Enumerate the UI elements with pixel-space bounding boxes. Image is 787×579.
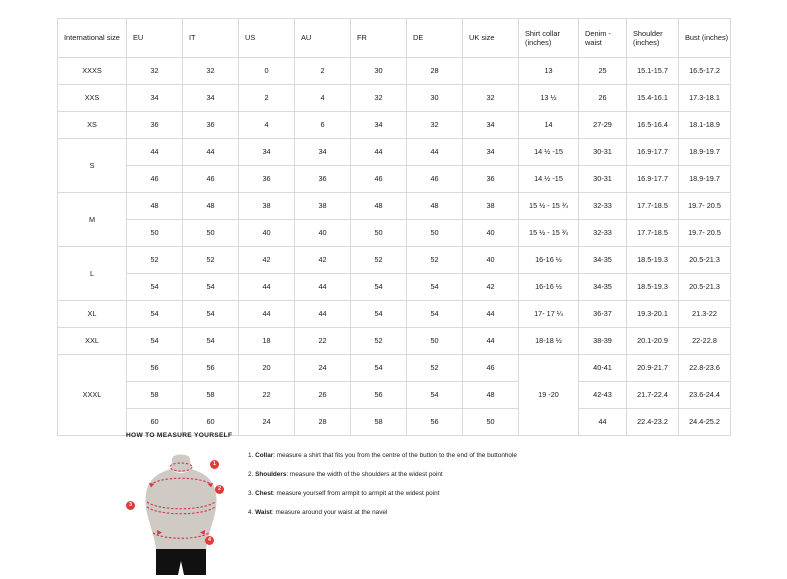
cell-6: 42 — [463, 274, 519, 301]
cell-international-size: XXXS — [58, 58, 127, 85]
size-chart-table — [57, 18, 731, 436]
cell-1: 34 — [183, 85, 239, 112]
cell-7: 18-18 ½ — [519, 328, 579, 355]
table-row — [58, 220, 731, 247]
cell-0: 54 — [127, 274, 183, 301]
instruction-text: : measure the width of the shoulders at the widest point — [286, 470, 443, 478]
cell-2: 42 — [239, 247, 295, 274]
cell-8: 26 — [579, 85, 627, 112]
size-chart-table-container — [57, 18, 730, 436]
cell-1: 60 — [183, 409, 239, 436]
cell-4: 44 — [351, 139, 407, 166]
cell-6: 40 — [463, 247, 519, 274]
table-row — [58, 85, 731, 112]
cell-3: 40 — [295, 220, 351, 247]
column-header-it: IT — [183, 19, 239, 58]
cell-0: 36 — [127, 112, 183, 139]
cell-international-size: XXXL — [58, 355, 127, 436]
cell-1: 52 — [183, 247, 239, 274]
cell-10: 23.6-24.4 — [679, 382, 731, 409]
table-row — [58, 328, 731, 355]
cell-0: 54 — [127, 328, 183, 355]
cell-2: 24 — [239, 409, 295, 436]
cell-4: 32 — [351, 85, 407, 112]
column-header-bust: Bust (inches) — [679, 19, 731, 58]
cell-international-size: XXS — [58, 85, 127, 112]
cell-0: 44 — [127, 139, 183, 166]
instruction-term: Waist — [255, 508, 272, 516]
cell-8: 38-39 — [579, 328, 627, 355]
instruction-number: 1. — [248, 452, 254, 459]
cell-7: 15 ½ - 15 ¾ — [519, 193, 579, 220]
cell-1: 54 — [183, 274, 239, 301]
cell-4: 56 — [351, 382, 407, 409]
column-header-shoulder: Shoulder (inches) — [627, 19, 679, 58]
measure-instruction-1 — [248, 453, 517, 459]
instruction-number: 2. — [248, 470, 254, 478]
cell-5: 54 — [407, 274, 463, 301]
cell-0: 56 — [127, 355, 183, 382]
cell-9: 16.9-17.7 — [627, 166, 679, 193]
table-row — [58, 166, 731, 193]
cell-3: 42 — [295, 247, 351, 274]
table-body — [58, 58, 731, 436]
how-to-measure-section — [126, 432, 746, 569]
cell-5: 32 — [407, 112, 463, 139]
cell-6: 44 — [463, 301, 519, 328]
cell-6: 50 — [463, 409, 519, 436]
cell-9: 18.5-19.3 — [627, 247, 679, 274]
cell-5: 56 — [407, 409, 463, 436]
cell-3: 44 — [295, 301, 351, 328]
callout-1-collar: 1 — [210, 460, 219, 469]
cell-9: 19.3-20.1 — [627, 301, 679, 328]
cell-10: 17.3-18.1 — [679, 85, 731, 112]
cell-1: 58 — [183, 382, 239, 409]
cell-9: 18.5-19.3 — [627, 274, 679, 301]
cell-8: 27-29 — [579, 112, 627, 139]
cell-4: 54 — [351, 274, 407, 301]
cell-9: 16.5-16.4 — [627, 112, 679, 139]
cell-6: 44 — [463, 328, 519, 355]
cell-2: 18 — [239, 328, 295, 355]
mannequin-illustration-icon — [126, 445, 236, 579]
cell-3: 22 — [295, 328, 351, 355]
cell-0: 58 — [127, 382, 183, 409]
cell-1: 32 — [183, 58, 239, 85]
cell-2: 44 — [239, 274, 295, 301]
cell-10: 21.3-22 — [679, 301, 731, 328]
cell-6: 48 — [463, 382, 519, 409]
cell-10: 24.4-25.2 — [679, 409, 731, 436]
cell-9: 20.9-21.7 — [627, 355, 679, 382]
cell-8: 32-33 — [579, 220, 627, 247]
instruction-text: : measure a shirt that fits you from the centre of the button to the end of the buttonhole — [273, 452, 517, 459]
cell-2: 22 — [239, 382, 295, 409]
cell-2: 36 — [239, 166, 295, 193]
table-row — [58, 193, 731, 220]
cell-0: 34 — [127, 85, 183, 112]
instruction-term: Chest — [255, 489, 273, 497]
cell-7: 14 — [519, 112, 579, 139]
table-row — [58, 247, 731, 274]
measure-instruction-2 — [248, 472, 517, 478]
cell-3: 6 — [295, 112, 351, 139]
table-row — [58, 274, 731, 301]
table-row — [58, 58, 731, 85]
column-header-fr: FR — [351, 19, 407, 58]
column-header-eu: EU — [127, 19, 183, 58]
cell-1: 56 — [183, 355, 239, 382]
table-row — [58, 139, 731, 166]
cell-10: 20.5-21.3 — [679, 247, 731, 274]
cell-4: 34 — [351, 112, 407, 139]
cell-4: 58 — [351, 409, 407, 436]
cell-4: 52 — [351, 328, 407, 355]
column-header-us: US — [239, 19, 295, 58]
cell-1: 36 — [183, 112, 239, 139]
cell-7: 16-16 ½ — [519, 274, 579, 301]
cell-0: 60 — [127, 409, 183, 436]
callout-2-shoulders: 2 — [215, 485, 224, 494]
cell-10: 19.7- 20.5 — [679, 193, 731, 220]
cell-8: 25 — [579, 58, 627, 85]
cell-8: 36-37 — [579, 301, 627, 328]
cell-10: 18.9-19.7 — [679, 139, 731, 166]
cell-1: 46 — [183, 166, 239, 193]
cell-9: 15.1-15.7 — [627, 58, 679, 85]
cell-5: 50 — [407, 328, 463, 355]
cell-0: 48 — [127, 193, 183, 220]
cell-8: 42-43 — [579, 382, 627, 409]
cell-2: 2 — [239, 85, 295, 112]
cell-3: 4 — [295, 85, 351, 112]
cell-9: 20.1-20.9 — [627, 328, 679, 355]
cell-7: 13 ½ — [519, 85, 579, 112]
table-row — [58, 382, 731, 409]
cell-0: 50 — [127, 220, 183, 247]
cell-5: 52 — [407, 247, 463, 274]
measure-instructions-list — [248, 445, 517, 529]
column-header-au: AU — [295, 19, 351, 58]
cell-9: 17.7-18.5 — [627, 220, 679, 247]
instruction-text: : measure around your waist at the navel — [271, 508, 388, 516]
cell-5: 46 — [407, 166, 463, 193]
cell-1: 54 — [183, 301, 239, 328]
callout-3-chest: 3 — [126, 501, 135, 510]
cell-2: 4 — [239, 112, 295, 139]
cell-4: 50 — [351, 220, 407, 247]
how-to-measure-title: HOW TO MEASURE YOURSELF — [126, 432, 233, 439]
measure-instruction-3 — [248, 491, 517, 497]
column-header-international-size: International size — [58, 19, 127, 58]
cell-3: 44 — [295, 274, 351, 301]
cell-international-size: L — [58, 247, 127, 301]
cell-5: 44 — [407, 139, 463, 166]
cell-5: 52 — [407, 355, 463, 382]
measure-instruction-4 — [248, 510, 517, 516]
cell-10: 16.5-17.2 — [679, 58, 731, 85]
cell-7: 15 ½ - 15 ¾ — [519, 220, 579, 247]
cell-4: 54 — [351, 355, 407, 382]
cell-international-size: XL — [58, 301, 127, 328]
cell-6: 34 — [463, 112, 519, 139]
instruction-text: : measure yourself from armpit to armpit at the widest point — [272, 489, 440, 497]
cell-7: 14 ½ -15 — [519, 166, 579, 193]
cell-10: 18.9-19.7 — [679, 166, 731, 193]
cell-9: 16.9-17.7 — [627, 139, 679, 166]
cell-0: 54 — [127, 301, 183, 328]
cell-5: 50 — [407, 220, 463, 247]
cell-3: 24 — [295, 355, 351, 382]
cell-4: 52 — [351, 247, 407, 274]
cell-10: 22.8-23.6 — [679, 355, 731, 382]
cell-7: 13 — [519, 58, 579, 85]
mannequin-figure — [126, 445, 236, 569]
cell-8: 40-41 — [579, 355, 627, 382]
cell-3: 26 — [295, 382, 351, 409]
cell-7: 17- 17 ¼ — [519, 301, 579, 328]
callout-4-waist: 4 — [205, 536, 214, 545]
cell-8: 30-31 — [579, 166, 627, 193]
cell-10: 20.5-21.3 — [679, 274, 731, 301]
cell-8: 30-31 — [579, 139, 627, 166]
cell-6: 46 — [463, 355, 519, 382]
cell-4: 30 — [351, 58, 407, 85]
instruction-term: Shoulders — [255, 470, 287, 478]
cell-5: 48 — [407, 193, 463, 220]
cell-0: 46 — [127, 166, 183, 193]
cell-3: 36 — [295, 166, 351, 193]
cell-international-size: M — [58, 193, 127, 247]
cell-1: 50 — [183, 220, 239, 247]
cell-6: 36 — [463, 166, 519, 193]
table-row — [58, 355, 731, 382]
cell-8: 34-35 — [579, 274, 627, 301]
cell-2: 40 — [239, 220, 295, 247]
cell-3: 34 — [295, 139, 351, 166]
cell-4: 46 — [351, 166, 407, 193]
cell-10: 18.1-18.9 — [679, 112, 731, 139]
cell-9: 17.7-18.5 — [627, 193, 679, 220]
column-header-uk-size: UK size — [463, 19, 519, 58]
cell-5: 28 — [407, 58, 463, 85]
cell-10: 22-22.8 — [679, 328, 731, 355]
cell-9: 21.7-22.4 — [627, 382, 679, 409]
cell-2: 38 — [239, 193, 295, 220]
cell-2: 44 — [239, 301, 295, 328]
cell-6: 38 — [463, 193, 519, 220]
cell-8: 44 — [579, 409, 627, 436]
cell-0: 32 — [127, 58, 183, 85]
cell-9: 22.4-23.2 — [627, 409, 679, 436]
table-row — [58, 301, 731, 328]
column-header-de: DE — [407, 19, 463, 58]
how-to-measure-body — [126, 445, 746, 569]
cell-7: 14 ½ -15 — [519, 139, 579, 166]
column-header-denim-waist: Denim - waist — [579, 19, 627, 58]
cell-international-size: S — [58, 139, 127, 193]
cell-8: 34-35 — [579, 247, 627, 274]
cell-4: 54 — [351, 301, 407, 328]
instruction-number: 4. — [248, 508, 254, 516]
cell-3: 38 — [295, 193, 351, 220]
table-header-row — [58, 19, 731, 58]
cell-7: 16-16 ½ — [519, 247, 579, 274]
cell-6: 32 — [463, 85, 519, 112]
cell-3: 2 — [295, 58, 351, 85]
cell-shirt-collar: 19 -20 — [519, 355, 579, 436]
cell-10: 19.7- 20.5 — [679, 220, 731, 247]
instruction-term: Collar — [255, 452, 274, 459]
cell-5: 54 — [407, 382, 463, 409]
cell-4: 48 — [351, 193, 407, 220]
instruction-number: 3. — [248, 489, 254, 497]
cell-2: 0 — [239, 58, 295, 85]
cell-1: 44 — [183, 139, 239, 166]
cell-9: 15.4-16.1 — [627, 85, 679, 112]
cell-3: 28 — [295, 409, 351, 436]
cell-0: 52 — [127, 247, 183, 274]
cell-2: 34 — [239, 139, 295, 166]
cell-1: 48 — [183, 193, 239, 220]
cell-1: 54 — [183, 328, 239, 355]
cell-6 — [463, 58, 519, 85]
cell-international-size: XXL — [58, 328, 127, 355]
cell-6: 40 — [463, 220, 519, 247]
column-header-shirt-collar: Shirt collar (inches) — [519, 19, 579, 58]
cell-5: 54 — [407, 301, 463, 328]
cell-5: 30 — [407, 85, 463, 112]
cell-6: 34 — [463, 139, 519, 166]
cell-2: 20 — [239, 355, 295, 382]
cell-8: 32-33 — [579, 193, 627, 220]
cell-international-size: XS — [58, 112, 127, 139]
table-row — [58, 112, 731, 139]
